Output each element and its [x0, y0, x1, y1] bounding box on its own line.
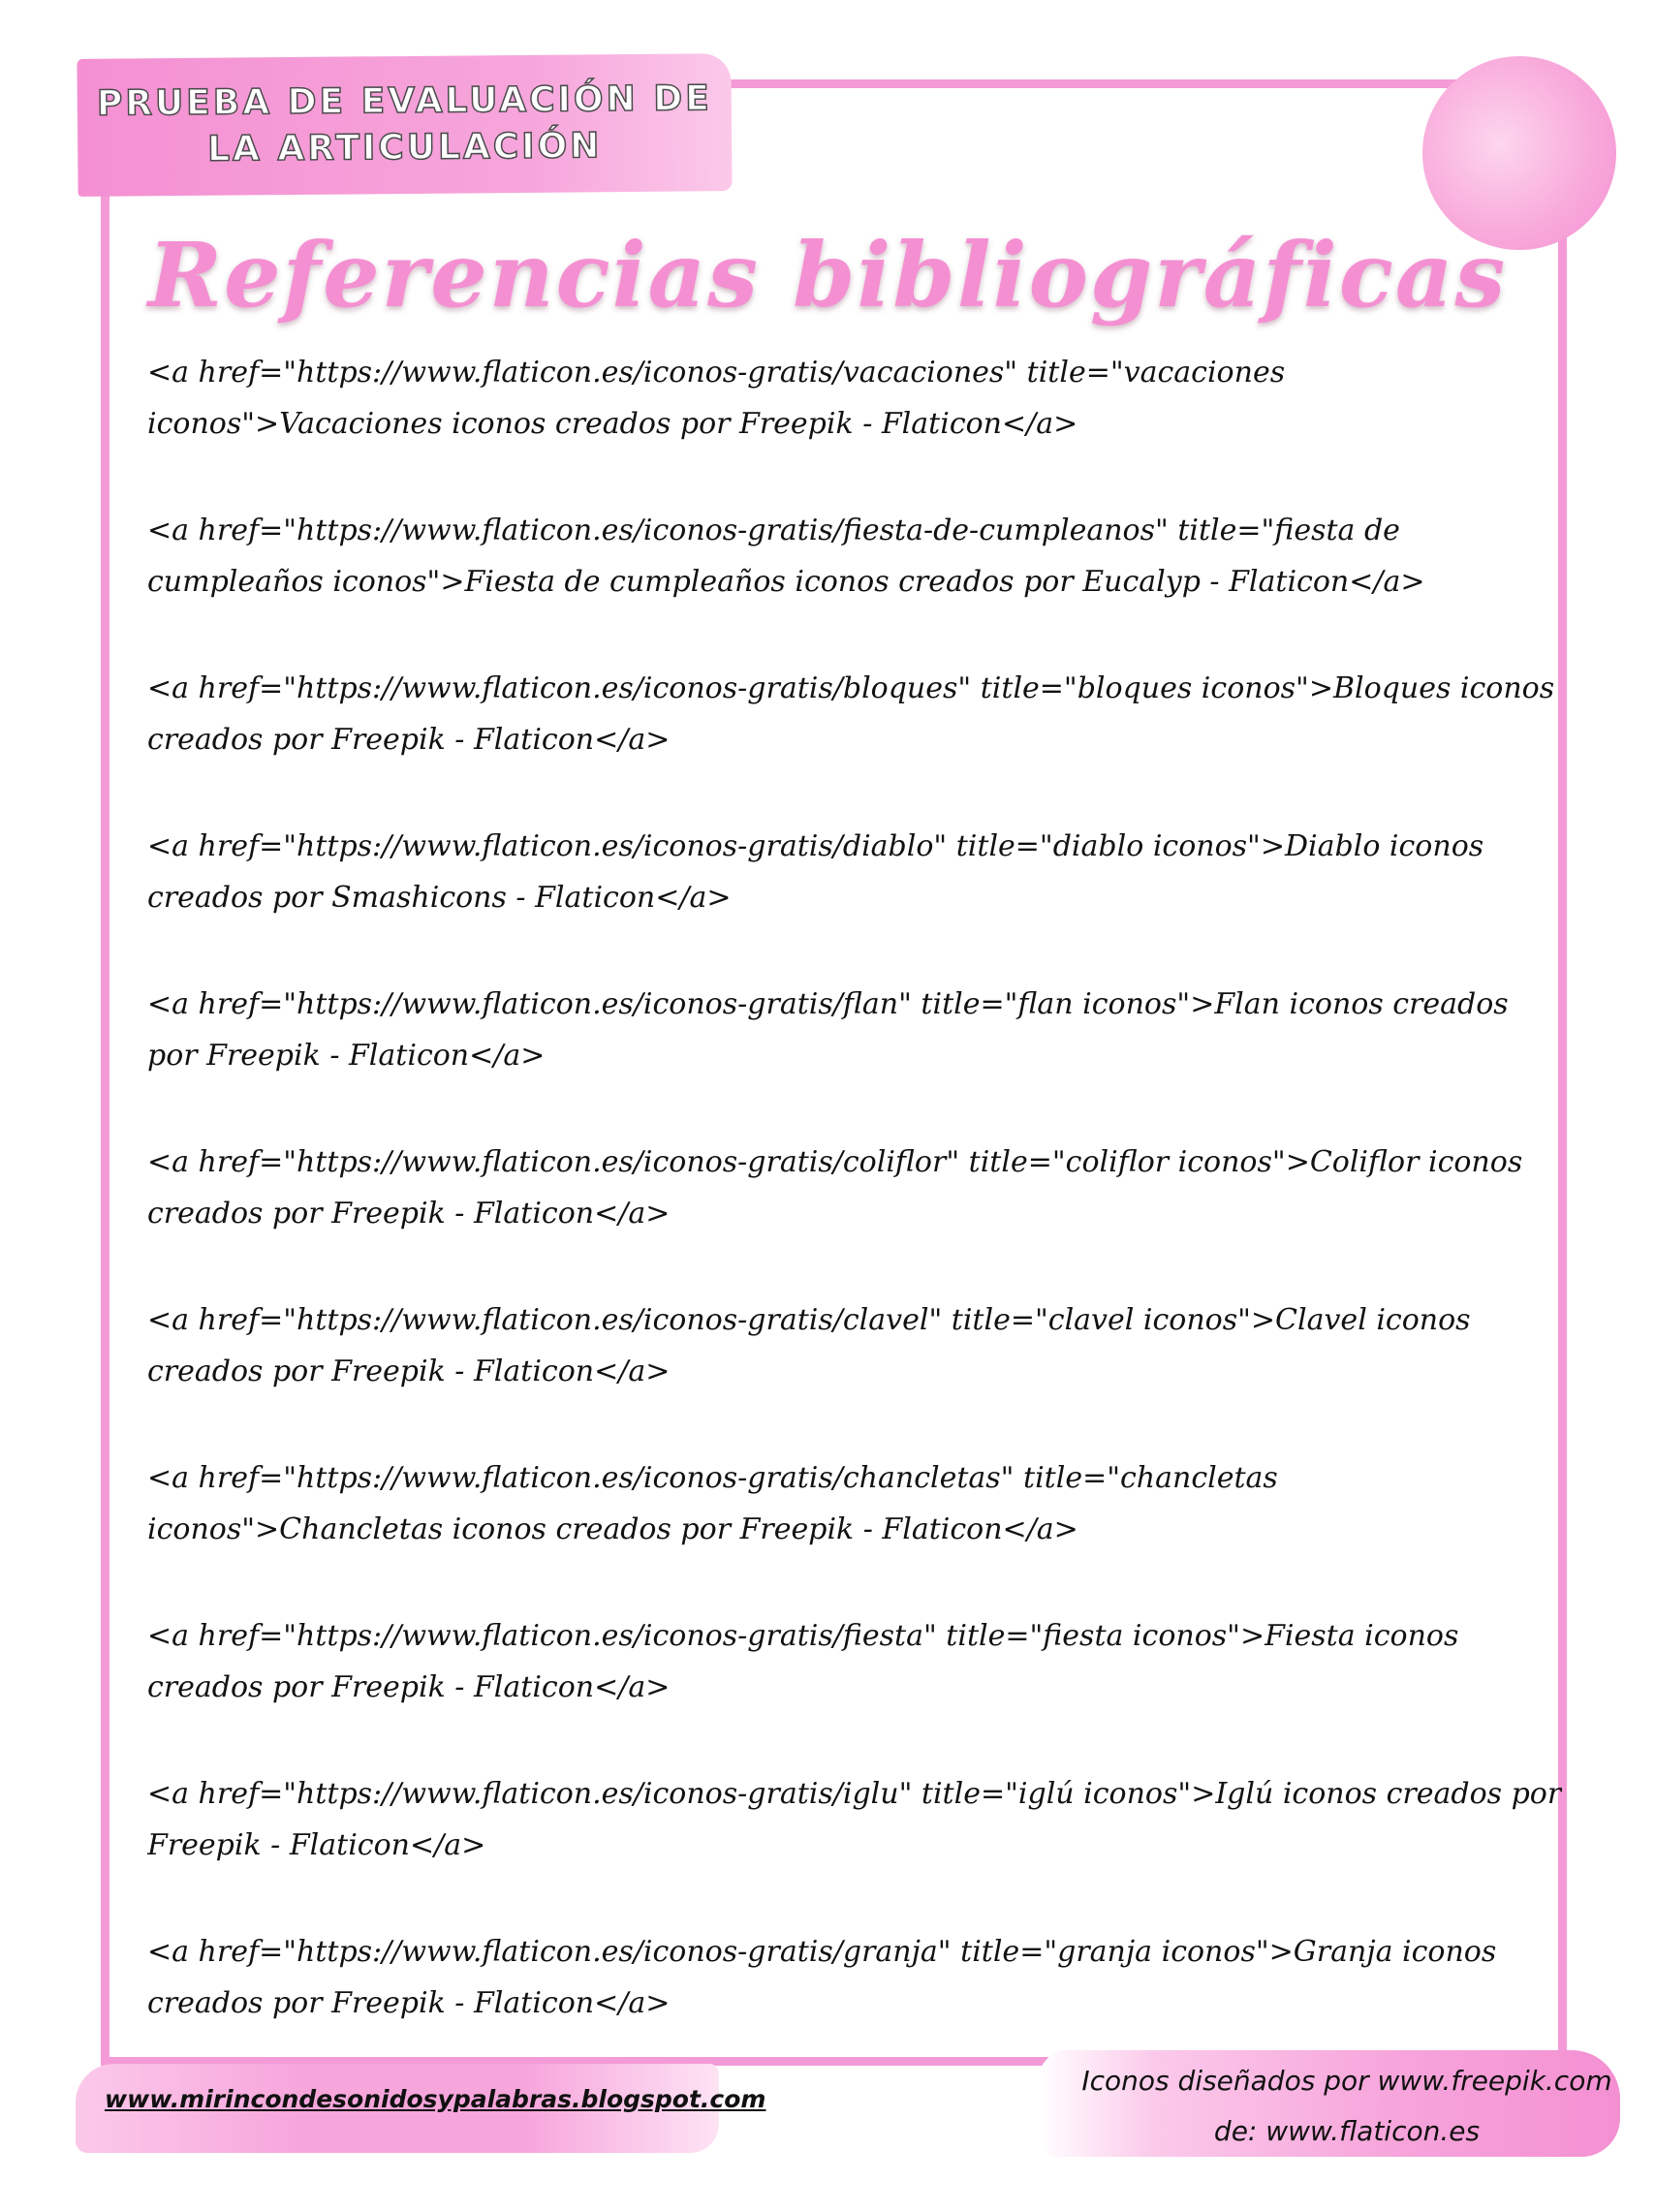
reference-item: <a href="https://www.flaticon.es/iconos-gratis/bloques" title="bloques iconos">Bloques iconos creados por Freepik - Flaticon</a> [147, 671, 1555, 757]
header-title-line-2: LA ARTICULACIÓN [206, 126, 603, 170]
reference-item: <a href="https://www.flaticon.es/iconos-gratis/fiesta-de-cumpleanos" title="fiesta de cumpleaños iconos">Fiesta de cumpleaños iconos creados por Eucalyp - Flaticon</a> [147, 514, 1425, 599]
reference-item: <a href="https://www.flaticon.es/iconos-gratis/iglu" title="iglú iconos">Iglú iconos creados por Freepik - Flaticon</a> [147, 1777, 1562, 1862]
header-title-line-1: PRUEBA DE EVALUACIÓN DE [96, 78, 712, 124]
decorative-circle [1422, 56, 1616, 250]
reference-item: <a href="https://www.flaticon.es/iconos-gratis/flan" title="flan iconos">Flan iconos creados por Freepik - Flaticon</a> [147, 987, 1509, 1073]
reference-item: <a href="https://www.flaticon.es/iconos-gratis/fiesta" title="fiesta iconos">Fiesta iconos creados por Freepik - Flaticon</a> [147, 1619, 1459, 1704]
reference-list [147, 347, 1562, 2084]
reference-item: <a href="https://www.flaticon.es/iconos-gratis/clavel" title="clavel iconos">Clavel iconos creados por Freepik - Flaticon</a> [147, 1303, 1471, 1388]
icon-credit-line-1: Iconos diseñados por www.freepik.com [1081, 2065, 1612, 2097]
reference-item: <a href="https://www.flaticon.es/iconos-gratis/chancletas" title="chancletas iconos">Chancletas iconos creados por Freepik - Flaticon</a> [147, 1461, 1278, 1546]
reference-item: <a href="https://www.flaticon.es/iconos-gratis/coliflor" title="coliflor iconos">Coliflor iconos creados por Freepik - Flaticon</a> [147, 1145, 1523, 1231]
reference-item: <a href="https://www.flaticon.es/iconos-gratis/granja" title="granja iconos">Granja iconos creados por Freepik - Flaticon</a> [147, 1935, 1497, 2020]
blog-link[interactable]: www.mirincondesonidosypalabras.blogspot.com [105, 2085, 766, 2113]
reference-item: <a href="https://www.flaticon.es/iconos-gratis/diablo" title="diablo iconos">Diablo iconos creados por Smashicons - Flaticon</a> [147, 829, 1484, 915]
header-banner [77, 53, 732, 197]
reference-item: <a href="https://www.flaticon.es/iconos-gratis/vacaciones" title="vacaciones iconos">Vacaciones iconos creados por Freepik - Flaticon</a> [147, 356, 1286, 441]
page-title: Referencias bibliográficas [147, 223, 1508, 327]
icon-credits [1076, 2056, 1618, 2157]
icon-credit-line-2: de: www.flaticon.es [1213, 2115, 1481, 2147]
